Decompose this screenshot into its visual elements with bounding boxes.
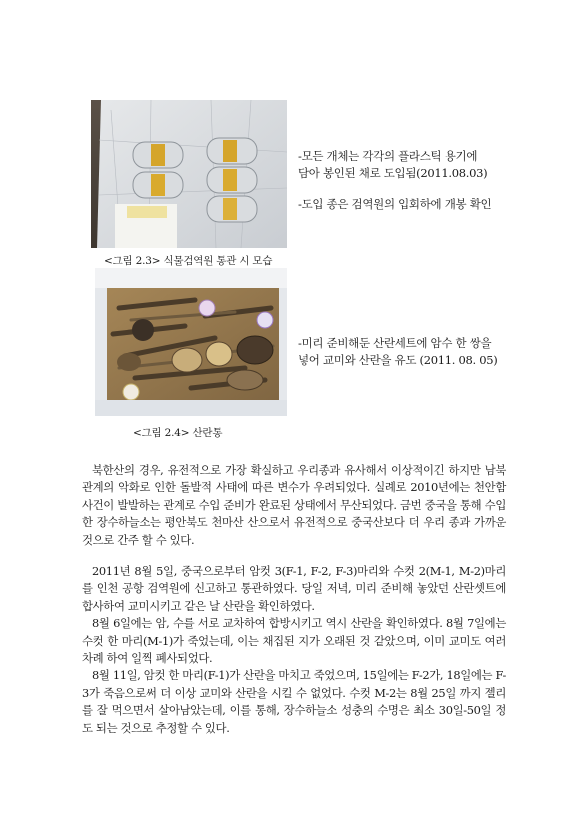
body-paragraph — [82, 462, 506, 549]
body-paragraph — [82, 563, 506, 737]
quarantine-photo — [91, 100, 287, 248]
paragraph-text: 북한산의 경우, 유전적으로 가장 확실하고 우리종과 유사해서 이상적이긴 하지만 남북관계의 악화로 인한 돌발적 사태에 따른 변수가 우려되었다. 실례로 2010년에는 천안함 사건이 발발하는 관계로 수입 준비가 완료된 상태에서 무산되었다. 금번 중국을 통해 수입한 장수하늘소는 평안북도 천마산 산으로서 유전적으로 중국산보다 더 우리 종과 가까운 것으로 간주 할 수 있다. — [82, 463, 506, 547]
figure-note — [298, 335, 497, 369]
paragraph-text: 2011년 8월 5일, 중국으로부터 암컷 3(F-1, F-2, F-3)마리와 수컷 2(M-1, M-2)마리를 인천 공항 검역원에 신고하고 통관하였다. 당일 저녁, 미리 준비해 놓았던 산란셋트에 합사하여 교미시키고 같은 날 산란을 확인하였다. — [82, 564, 506, 613]
note-line: -미리 준비해둔 산란세트에 암수 한 쌍을 — [298, 336, 492, 350]
note-line: -모든 개체는 각각의 플라스틱 용기에 — [298, 149, 478, 163]
figure-note — [298, 148, 491, 213]
figure-caption: <그림 2.3> 식물검역원 통관 시 모습 — [104, 255, 273, 267]
paragraph-text: 8월 6일에는 암, 수를 서로 교차하여 합방시키고 역시 산란을 확인하였다. 8월 7일에는 수컷 한 마리(M-1)가 죽었는데, 이는 채집된 지가 오래된 것 같았으며, 이미 교미도 여러 차례 하여 일찍 폐사되었다. — [82, 616, 506, 666]
paragraph-text: 8월 11일, 암컷 한 마리(F-1)가 산란을 마치고 죽었으며, 15일에는 F-2가, 18일에는 F-3가 죽음으로써 더 이상 교미와 산란을 시킬 수 없었다. 수컷 M-2는 8월 25일 까지 젤리를 잘 먹으면서 살아남았는데, 이를 통해, 장수하늘소 성충의 수명은 최소 30일-50일 정도 되는 것으로 추정할 수 있다. — [82, 668, 507, 735]
note-line: 넣어 교미와 산란을 유도 (2011. 08. 05) — [298, 353, 498, 367]
spawning-box-photo — [95, 268, 287, 416]
note-line: 담아 봉인된 채로 도입됨(2011.08.03) — [298, 166, 488, 180]
figure-caption: <그림 2.4> 산란통 — [133, 427, 223, 439]
note-line: -도입 종은 검역원의 입회하에 개봉 확인 — [298, 197, 492, 211]
